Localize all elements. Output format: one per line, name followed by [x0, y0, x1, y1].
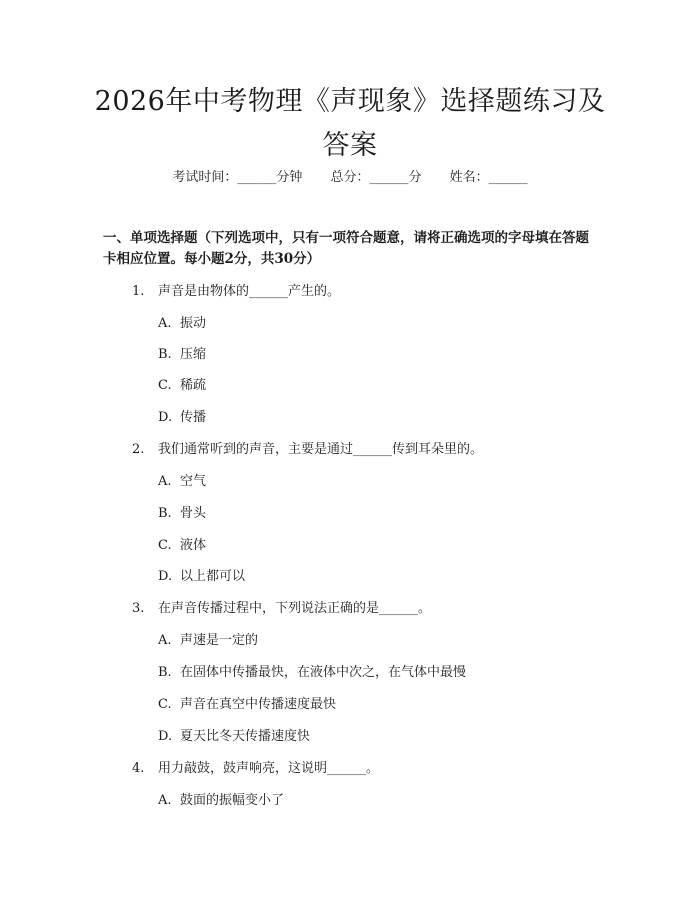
option-letter: B.	[158, 347, 172, 362]
option-letter: D.	[158, 729, 173, 744]
question-3-option-d	[158, 727, 310, 747]
option-text: 以上都可以	[180, 569, 246, 584]
question-1-option-a	[158, 314, 206, 334]
option-letter: B.	[158, 506, 172, 521]
question-2-option-c	[158, 536, 206, 556]
option-letter: C.	[158, 697, 172, 712]
option-text: 空气	[180, 474, 207, 489]
question-text: 用力敲鼓，鼓声响亮，这说明______。	[158, 761, 380, 776]
section-heading: 一、单项选择题（下列选项中，只有一项符合题意，请将正确选项的字母填在答题卡相应位置。每小题2分，共30分）	[103, 230, 589, 267]
option-letter: A.	[158, 793, 172, 808]
document-title: 2026年中考物理《声现象》选择题练习及答案	[94, 86, 606, 161]
question-1-option-d	[158, 408, 206, 428]
question-3-option-b	[158, 663, 466, 683]
question-text: 声音是由物体的______产生的。	[158, 284, 341, 299]
question-2-option-a	[158, 472, 206, 492]
option-letter: D.	[158, 569, 173, 584]
question-4	[132, 759, 379, 779]
question-number: 1.	[132, 284, 145, 299]
question-text: 我们通常听到的声音，主要是通过______传到耳朵里的。	[158, 442, 484, 457]
option-letter: A.	[158, 316, 172, 331]
option-text: 液体	[180, 538, 207, 553]
option-letter: B.	[158, 665, 172, 680]
question-1-option-c	[158, 376, 206, 396]
option-text: 压缩	[180, 347, 207, 362]
question-number: 3.	[132, 601, 145, 616]
option-text: 声音在真空中传播速度最快	[180, 697, 337, 712]
option-text: 夏天比冬天传播速度快	[180, 729, 311, 744]
option-text: 振动	[180, 316, 207, 331]
question-1-option-b	[158, 345, 206, 365]
question-text: 在声音传播过程中，下列说法正确的是______。	[158, 601, 432, 616]
option-text: 在固体中传播最快，在液体中次之，在气体中最慢	[180, 665, 467, 680]
total-score-field: 总分：______分	[330, 170, 422, 185]
exam-meta-line	[0, 168, 700, 188]
question-1	[132, 282, 340, 302]
option-letter: C.	[158, 538, 172, 553]
question-3	[132, 599, 431, 619]
option-letter: A.	[158, 474, 172, 489]
question-number: 2.	[132, 442, 145, 457]
option-text: 声速是一定的	[180, 633, 259, 648]
name-field: 姓名：______	[449, 170, 528, 185]
question-3-option-a	[158, 631, 258, 651]
exam-time-field: 考试时间：______分钟	[172, 170, 303, 185]
question-2-option-b	[158, 504, 206, 524]
option-text: 传播	[180, 410, 207, 425]
option-letter: A.	[158, 633, 172, 648]
question-number: 4.	[132, 761, 145, 776]
option-letter: C.	[158, 378, 172, 393]
question-4-option-a	[158, 791, 284, 811]
question-3-option-c	[158, 695, 336, 715]
option-text: 骨头	[180, 506, 207, 521]
question-2	[132, 440, 483, 460]
question-2-option-d	[158, 567, 245, 587]
option-text: 稀疏	[180, 378, 207, 393]
option-text: 鼓面的振幅变小了	[180, 793, 285, 808]
option-letter: D.	[158, 410, 173, 425]
